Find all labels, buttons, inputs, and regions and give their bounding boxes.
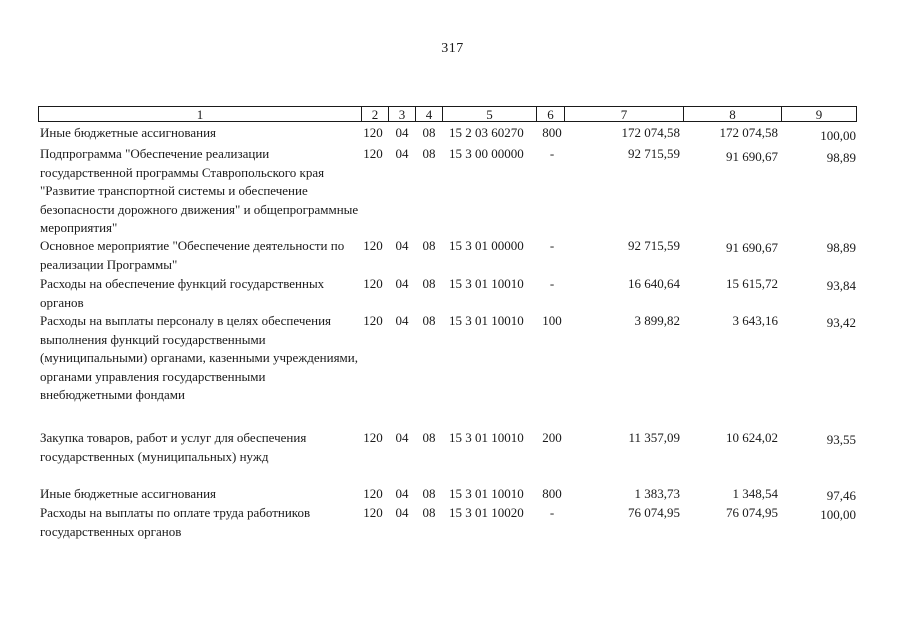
page-number: 317 bbox=[441, 41, 464, 56]
row-col-5: 15 2 03 60270 bbox=[449, 125, 524, 140]
row-col-4: 08 bbox=[422, 125, 436, 140]
row-col-7: 11 357,09 bbox=[628, 430, 680, 445]
row-col-9: 100,00 bbox=[820, 128, 856, 143]
row-col-4: 08 bbox=[422, 486, 436, 501]
row-col-2: 120 bbox=[363, 125, 383, 140]
header-col-8: 8 bbox=[683, 106, 782, 122]
row-col-8: 76 074,95 bbox=[726, 505, 778, 520]
row-col-8: 91 690,67 bbox=[726, 149, 778, 164]
row-col-7: 92 715,59 bbox=[628, 238, 680, 253]
row-col-6: - bbox=[549, 238, 555, 253]
row-col-4: 08 bbox=[422, 238, 436, 253]
row-col-8: 10 624,02 bbox=[726, 430, 778, 445]
row-col-5: 15 3 01 10010 bbox=[449, 313, 524, 328]
row-col-4: 08 bbox=[422, 505, 436, 520]
row-name: Иные бюджетные ассигнования bbox=[40, 125, 217, 140]
header-col-3: 3 bbox=[388, 106, 416, 122]
row-col-8: 1 348,54 bbox=[732, 486, 778, 501]
row-col-3: 04 bbox=[395, 486, 409, 501]
row-col-9: 98,89 bbox=[826, 150, 856, 165]
row-col-5: 15 3 00 00000 bbox=[449, 146, 524, 161]
row-col-7: 16 640,64 bbox=[628, 276, 680, 291]
row-col-3: 04 bbox=[395, 505, 409, 520]
row-col-5: 15 3 01 10010 bbox=[449, 276, 524, 291]
header-col-5: 5 bbox=[442, 106, 537, 122]
row-col-7: 76 074,95 bbox=[628, 505, 680, 520]
row-name: Закупка товаров, работ и услуг для обеспечения государственных (муниципальных) нужд bbox=[40, 430, 307, 464]
row-col-4: 08 bbox=[422, 146, 436, 161]
row-col-4: 08 bbox=[422, 276, 436, 291]
row-col-2: 120 bbox=[363, 313, 383, 328]
row-col-6: 800 bbox=[542, 125, 562, 140]
row-col-3: 04 bbox=[395, 313, 409, 328]
header-col-4: 4 bbox=[415, 106, 443, 122]
row-col-2: 120 bbox=[363, 486, 383, 501]
row-col-3: 04 bbox=[395, 146, 409, 161]
row-col-9: 98,89 bbox=[826, 240, 856, 255]
row-col-6: - bbox=[549, 146, 555, 161]
row-col-7: 92 715,59 bbox=[628, 146, 680, 161]
row-col-9: 93,55 bbox=[826, 432, 856, 447]
row-name: Подпрограмма "Обеспечение реализации государственной программы Ставропольского края "Развитие транспортной системы и обеспечение безопасности дорожного движения" и общепрограммные мероприятия" bbox=[40, 146, 359, 235]
row-col-2: 120 bbox=[363, 276, 383, 291]
row-col-6: - bbox=[549, 276, 555, 291]
row-col-9: 100,00 bbox=[820, 507, 856, 522]
row-name: Расходы на выплаты по оплате труда работников государственных органов bbox=[40, 505, 311, 539]
row-name: Расходы на выплаты персоналу в целях обеспечения выполнения функций государственными (муниципальными) органами, казенными учреждениями, органами управления государственными внебюджетными фондами bbox=[40, 313, 358, 402]
row-col-5: 15 3 01 00000 bbox=[449, 238, 524, 253]
row-col-7: 3 899,82 bbox=[634, 313, 680, 328]
row-col-2: 120 bbox=[363, 430, 383, 445]
row-col-7: 172 074,58 bbox=[621, 125, 680, 140]
row-col-8: 3 643,16 bbox=[732, 313, 778, 328]
row-col-4: 08 bbox=[422, 313, 436, 328]
row-col-6: 100 bbox=[542, 313, 562, 328]
row-col-5: 15 3 01 10010 bbox=[449, 486, 524, 501]
row-col-8: 15 615,72 bbox=[726, 276, 778, 291]
row-col-6: 800 bbox=[542, 486, 562, 501]
row-col-8: 172 074,58 bbox=[719, 125, 778, 140]
row-name: Основное мероприятие "Обеспечение деятельности по реализации Программы" bbox=[40, 238, 345, 272]
row-col-3: 04 bbox=[395, 238, 409, 253]
row-col-3: 04 bbox=[395, 276, 409, 291]
row-col-9: 93,84 bbox=[826, 278, 856, 293]
row-col-9: 93,42 bbox=[826, 315, 856, 330]
row-col-2: 120 bbox=[363, 146, 383, 161]
row-name: Иные бюджетные ассигнования bbox=[40, 486, 217, 501]
header-col-9: 9 bbox=[781, 106, 857, 122]
row-col-2: 120 bbox=[363, 505, 383, 520]
row-col-2: 120 bbox=[363, 238, 383, 253]
row-col-6: 200 bbox=[542, 430, 562, 445]
row-col-8: 91 690,67 bbox=[726, 240, 778, 255]
header-col-2: 2 bbox=[361, 106, 389, 122]
header-col-1: 1 bbox=[38, 106, 362, 122]
row-col-5: 15 3 01 10020 bbox=[449, 505, 524, 520]
row-col-5: 15 3 01 10010 bbox=[449, 430, 524, 445]
row-name: Расходы на обеспечение функций государственных органов bbox=[40, 276, 325, 310]
row-col-6: - bbox=[549, 505, 555, 520]
row-col-9: 97,46 bbox=[826, 488, 856, 503]
header-col-7: 7 bbox=[564, 106, 684, 122]
row-col-3: 04 bbox=[395, 125, 409, 140]
header-col-6: 6 bbox=[536, 106, 565, 122]
row-col-3: 04 bbox=[395, 430, 409, 445]
row-col-7: 1 383,73 bbox=[634, 486, 680, 501]
row-col-4: 08 bbox=[422, 430, 436, 445]
